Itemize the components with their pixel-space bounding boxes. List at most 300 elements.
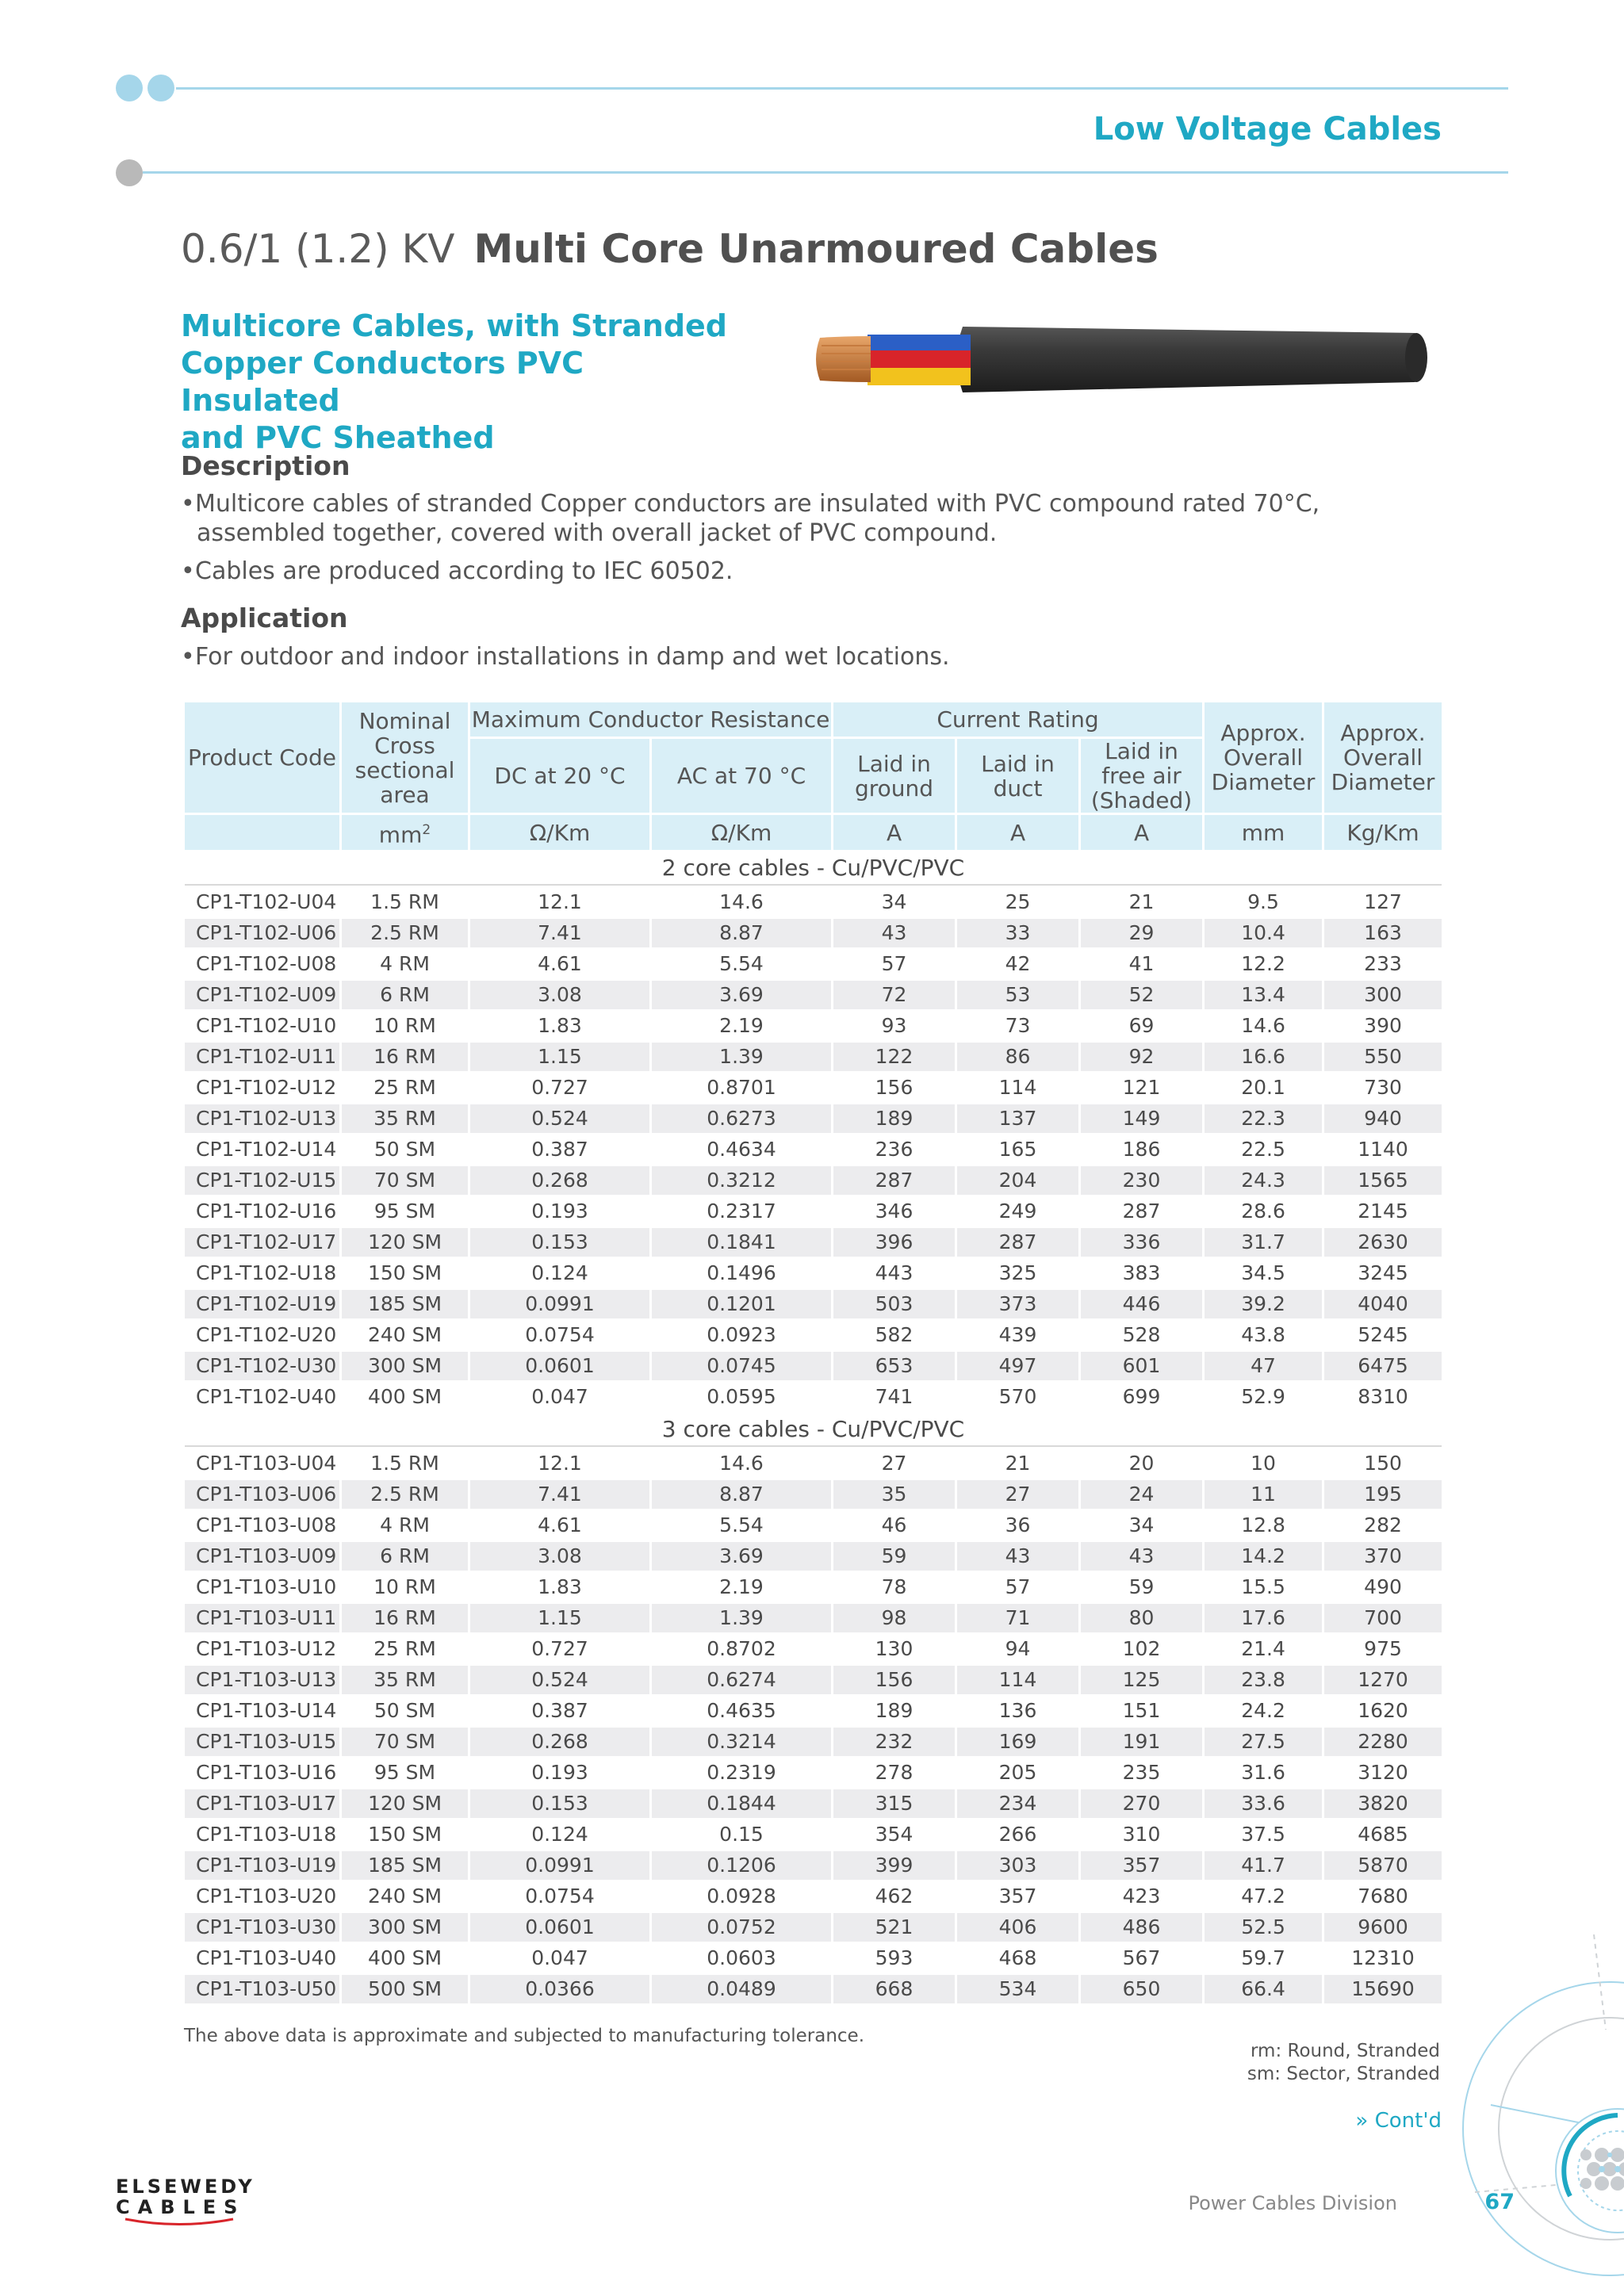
cell-laid-air: 80 — [1081, 1604, 1202, 1632]
legend-item: rm: Round, Stranded — [1250, 2041, 1440, 2061]
cell-dc-resistance: 1.15 — [470, 1604, 649, 1632]
cell-nominal-area: 25 RM — [373, 1637, 436, 1660]
cell-overall-diameter: 11 — [1205, 1480, 1322, 1509]
cell-laid-air: 121 — [1122, 1076, 1161, 1099]
cell-weight: 2280 — [1324, 1728, 1442, 1756]
cell-laid-air: 34 — [1128, 1513, 1155, 1536]
cell-laid-ground: 582 — [875, 1323, 914, 1346]
cell-ac-resistance: 0.2319 — [707, 1761, 776, 1784]
cell-dc-resistance: 0.727 — [531, 1637, 588, 1660]
cell-laid-air: 446 — [1081, 1290, 1202, 1318]
cell-laid-duct: 205 — [998, 1761, 1037, 1784]
cell-laid-duct: 303 — [957, 1851, 1078, 1880]
cell-nominal-area: 6 RM — [342, 1542, 468, 1571]
cell-laid-ground: 189 — [833, 1104, 955, 1133]
cell-laid-duct: 73 — [1005, 1014, 1031, 1037]
cell-overall-diameter: 52.5 — [1205, 1913, 1322, 1942]
cell-laid-ground: 653 — [833, 1352, 955, 1380]
cell-dc-resistance: 0.047 — [531, 1385, 588, 1408]
table-row — [185, 1449, 1442, 1478]
cell-overall-diameter: 24.3 — [1205, 1166, 1322, 1195]
table-row — [185, 1166, 1442, 1195]
cell-ac-resistance: 5.54 — [719, 1513, 764, 1536]
table-row — [185, 981, 1442, 1009]
cell-laid-air: 125 — [1081, 1666, 1202, 1694]
bullet-icon: • — [181, 557, 195, 585]
cell-ac-resistance: 2.19 — [719, 1014, 764, 1037]
cell-weight: 700 — [1324, 1604, 1442, 1632]
header-dot — [147, 75, 174, 101]
unit-ground: A — [833, 815, 955, 850]
cell-dc-resistance: 12.1 — [538, 890, 582, 913]
cell-dc-resistance: 0.0366 — [470, 1975, 649, 2003]
cell-laid-ground: 98 — [833, 1604, 955, 1632]
cell-product-code: CP1-T102-U20 — [196, 1323, 337, 1346]
cell-nominal-area: 1.5 RM — [370, 890, 439, 913]
cell-overall-diameter: 22.3 — [1205, 1104, 1322, 1133]
logo-line-1: ELSEWEDY — [116, 2175, 255, 2198]
header-weight: Approx. Overall Diameter — [1324, 702, 1442, 813]
cell-laid-air: 230 — [1081, 1166, 1202, 1195]
cell-weight: 2630 — [1324, 1228, 1442, 1257]
cell-overall-diameter: 22.5 — [1241, 1138, 1285, 1161]
bullet-icon: • — [181, 490, 195, 518]
cell-weight: 550 — [1324, 1043, 1442, 1071]
bullet-text: Multicore cables of stranded Copper conductors are insulated with PVC compound rated 70°C, — [195, 490, 1320, 518]
cell-product-code: CP1-T103-U10 — [196, 1575, 337, 1598]
cell-nominal-area: 10 RM — [373, 1014, 436, 1037]
cell-product-code: CP1-T102-U17 — [185, 1228, 339, 1257]
cell-nominal-area: 240 SM — [367, 1885, 442, 1908]
table-row — [185, 1321, 1442, 1349]
cell-overall-diameter: 41.7 — [1205, 1851, 1322, 1880]
cell-weight: 4040 — [1324, 1290, 1442, 1318]
cell-nominal-area: 10 RM — [373, 1575, 436, 1598]
header-rule-bottom — [143, 171, 1508, 174]
cell-nominal-area: 400 SM — [367, 1385, 442, 1408]
table-row — [185, 1197, 1442, 1226]
unit-product-code — [185, 815, 339, 850]
cell-product-code: CP1-T102-U08 — [196, 952, 337, 975]
cell-dc-resistance: 0.193 — [531, 1200, 588, 1223]
cell-laid-air: 151 — [1122, 1699, 1161, 1722]
cell-product-code: CP1-T102-U09 — [185, 981, 339, 1009]
header-dot — [116, 75, 143, 101]
cell-weight: 1565 — [1324, 1166, 1442, 1195]
table-row — [185, 1635, 1442, 1663]
cell-laid-duct: 27 — [957, 1480, 1078, 1509]
cell-ac-resistance: 0.4634 — [707, 1138, 776, 1161]
cell-weight: 163 — [1324, 919, 1442, 947]
cell-weight: 233 — [1364, 952, 1402, 975]
cell-nominal-area: 120 SM — [342, 1789, 468, 1818]
cell-laid-ground: 189 — [875, 1699, 914, 1722]
table-row — [185, 1104, 1442, 1133]
cell-laid-air: 92 — [1081, 1043, 1202, 1071]
cell-dc-resistance: 0.0754 — [525, 1885, 595, 1908]
cell-laid-ground: 59 — [833, 1542, 955, 1571]
cell-dc-resistance: 4.61 — [538, 952, 582, 975]
table-row — [185, 1604, 1442, 1632]
cell-laid-duct: 439 — [998, 1323, 1037, 1346]
header-laid-duct: Laid in duct — [957, 739, 1078, 813]
continued-label: Cont'd — [1374, 2109, 1442, 2133]
table-row — [185, 1542, 1442, 1571]
cell-overall-diameter: 39.2 — [1205, 1290, 1322, 1318]
cell-ac-resistance: 0.8702 — [707, 1637, 776, 1660]
cell-weight: 8310 — [1358, 1385, 1408, 1408]
cell-overall-diameter: 52.9 — [1241, 1385, 1285, 1408]
cell-weight: 3820 — [1324, 1789, 1442, 1818]
cell-nominal-area: 4 RM — [380, 952, 430, 975]
header-grey-dot — [116, 159, 143, 186]
cell-laid-duct: 71 — [957, 1604, 1078, 1632]
cell-ac-resistance: 0.0745 — [652, 1352, 831, 1380]
product-subtitle — [181, 308, 736, 457]
description-bullet-continuation: assembled together, covered with overall jacket of PVC compound. — [197, 519, 998, 547]
table-row — [185, 1511, 1442, 1540]
cell-nominal-area: 4 RM — [380, 1513, 430, 1536]
cell-product-code: CP1-T103-U17 — [185, 1789, 339, 1818]
cell-weight: 300 — [1324, 981, 1442, 1009]
table-row — [185, 1975, 1442, 2003]
cell-dc-resistance: 0.0601 — [470, 1352, 649, 1380]
cell-product-code: CP1-T103-U12 — [196, 1637, 337, 1660]
abbreviation-legend — [1247, 2040, 1440, 2086]
cell-product-code: CP1-T102-U15 — [185, 1166, 339, 1195]
cell-laid-ground: 443 — [875, 1261, 914, 1284]
cell-weight: 282 — [1364, 1513, 1402, 1536]
cell-laid-ground: 236 — [875, 1138, 914, 1161]
cell-laid-air: 270 — [1081, 1789, 1202, 1818]
cell-dc-resistance: 0.387 — [531, 1138, 588, 1161]
cell-weight: 4685 — [1358, 1823, 1408, 1846]
logo-swoosh-icon — [124, 2217, 235, 2228]
cell-laid-duct: 373 — [957, 1290, 1078, 1318]
cell-laid-air: 336 — [1081, 1228, 1202, 1257]
bullet-text: For outdoor and indoor installations in damp and wet locations. — [195, 643, 950, 671]
unit-air: A — [1081, 815, 1202, 850]
cell-laid-ground: 232 — [833, 1728, 955, 1756]
cell-nominal-area: 16 RM — [342, 1043, 468, 1071]
header-laid-ground: Laid in ground — [833, 739, 955, 813]
product-name: Multi Core Unarmoured Cables — [473, 226, 1159, 272]
cell-laid-air: 528 — [1122, 1323, 1161, 1346]
application-heading: Application — [181, 603, 348, 633]
cell-overall-diameter: 66.4 — [1205, 1975, 1322, 2003]
cell-ac-resistance: 0.8701 — [707, 1076, 776, 1099]
cell-ac-resistance: 0.3214 — [652, 1728, 831, 1756]
unit-ac: Ω/Km — [652, 815, 831, 850]
company-logo — [116, 2175, 255, 2231]
cell-overall-diameter: 24.2 — [1241, 1699, 1285, 1722]
cell-laid-ground: 156 — [875, 1076, 914, 1099]
cell-ac-resistance: 2.19 — [719, 1575, 764, 1598]
cell-weight: 2145 — [1358, 1200, 1408, 1223]
cell-overall-diameter: 59.7 — [1241, 1946, 1285, 1969]
cell-laid-duct: 136 — [998, 1699, 1037, 1722]
cell-weight: 730 — [1364, 1076, 1402, 1099]
cell-laid-duct: 42 — [1005, 952, 1031, 975]
description-bullet — [181, 489, 1320, 519]
cell-ac-resistance: 5.54 — [719, 952, 764, 975]
header-rule-top — [176, 87, 1508, 90]
table-row — [185, 1135, 1442, 1164]
cell-nominal-area: 95 SM — [373, 1761, 436, 1784]
table-row — [185, 1666, 1442, 1694]
cell-laid-air: 423 — [1122, 1885, 1161, 1908]
cell-ac-resistance: 0.0595 — [707, 1385, 776, 1408]
cell-product-code: CP1-T103-U16 — [196, 1761, 337, 1784]
cell-laid-air: 20 — [1128, 1452, 1155, 1475]
cell-overall-diameter: 15.5 — [1241, 1575, 1285, 1598]
cell-dc-resistance: 0.0991 — [470, 1851, 649, 1880]
cell-product-code: CP1-T102-U19 — [185, 1290, 339, 1318]
cell-nominal-area: 35 RM — [342, 1104, 468, 1133]
table-row — [185, 1820, 1442, 1849]
cell-laid-ground: 396 — [833, 1228, 955, 1257]
cell-laid-air: 69 — [1128, 1014, 1155, 1037]
logo-line-2: CABLES — [116, 2196, 246, 2218]
cell-weight: 150 — [1364, 1452, 1402, 1475]
cell-nominal-area: 16 RM — [342, 1604, 468, 1632]
cell-overall-diameter: 20.1 — [1241, 1076, 1285, 1099]
cell-dc-resistance: 3.08 — [470, 1542, 649, 1571]
cell-ac-resistance: 0.0489 — [652, 1975, 831, 2003]
cell-weight: 490 — [1364, 1575, 1402, 1598]
cell-nominal-area: 50 SM — [373, 1699, 436, 1722]
cell-laid-ground: 278 — [875, 1761, 914, 1784]
cell-nominal-area: 25 RM — [373, 1076, 436, 1099]
voltage-rating: 0.6/1 (1.2) KV — [181, 226, 455, 272]
cell-weight: 3120 — [1358, 1761, 1408, 1784]
header-current-rating: Current Rating — [833, 702, 1202, 737]
cell-overall-diameter: 31.7 — [1205, 1228, 1322, 1257]
cell-product-code: CP1-T103-U08 — [196, 1513, 337, 1536]
cell-laid-air: 650 — [1081, 1975, 1202, 2003]
cell-laid-duct: 287 — [957, 1228, 1078, 1257]
cell-weight: 1140 — [1358, 1138, 1408, 1161]
cell-dc-resistance: 1.83 — [538, 1575, 582, 1598]
unit-area: $mm^2$ — [342, 815, 468, 850]
table-row — [185, 1228, 1442, 1257]
table-row — [185, 1043, 1442, 1071]
cell-laid-ground: 668 — [833, 1975, 955, 2003]
cell-laid-air: 41 — [1128, 952, 1155, 975]
cell-laid-ground: 34 — [881, 890, 907, 913]
unit-weight: Kg/Km — [1324, 815, 1442, 850]
cell-ac-resistance: 14.6 — [719, 1452, 764, 1475]
cell-weight: 940 — [1324, 1104, 1442, 1133]
cell-nominal-area: 185 SM — [342, 1290, 468, 1318]
cell-laid-duct: 169 — [957, 1728, 1078, 1756]
cell-laid-ground: 46 — [881, 1513, 907, 1536]
cell-ac-resistance: 1.39 — [652, 1043, 831, 1071]
cell-ac-resistance: 0.0923 — [707, 1323, 776, 1346]
cell-dc-resistance: 0.387 — [531, 1699, 588, 1722]
cell-nominal-area: 70 SM — [342, 1166, 468, 1195]
cell-dc-resistance: 0.268 — [470, 1166, 649, 1195]
cell-laid-air: 29 — [1081, 919, 1202, 947]
cell-laid-air: 191 — [1081, 1728, 1202, 1756]
cell-laid-ground: 72 — [833, 981, 955, 1009]
cable-cross-section-decoration — [1443, 1934, 1624, 2296]
cell-dc-resistance: 4.61 — [538, 1513, 582, 1536]
cell-laid-air: 357 — [1081, 1851, 1202, 1880]
cell-weight: 390 — [1364, 1014, 1402, 1037]
cell-laid-ground: 93 — [881, 1014, 907, 1037]
cell-weight: 5870 — [1324, 1851, 1442, 1880]
table-row — [185, 1259, 1442, 1288]
cell-ac-resistance: 0.0603 — [707, 1946, 776, 1969]
cell-laid-ground: 287 — [833, 1166, 955, 1195]
table-row — [185, 1573, 1442, 1601]
section-title: Low Voltage Cables — [1093, 111, 1442, 147]
cell-laid-ground: 354 — [875, 1823, 914, 1846]
header-product-code: Product Code — [185, 702, 339, 813]
cell-nominal-area: 70 SM — [342, 1728, 468, 1756]
cable-image — [812, 309, 1431, 412]
cell-laid-duct: 325 — [998, 1261, 1037, 1284]
subtitle-line: Copper Conductors PVC Insulated — [181, 346, 584, 418]
cell-dc-resistance: 12.1 — [538, 1452, 582, 1475]
cell-dc-resistance: 0.124 — [531, 1823, 588, 1846]
cell-overall-diameter: 17.6 — [1205, 1604, 1322, 1632]
cell-product-code: CP1-T102-U11 — [185, 1043, 339, 1071]
cell-laid-air: 21 — [1128, 890, 1155, 913]
continued-link[interactable] — [1355, 2109, 1442, 2133]
cell-product-code: CP1-T103-U13 — [185, 1666, 339, 1694]
cell-laid-duct: 114 — [998, 1076, 1037, 1099]
cell-weight: 195 — [1324, 1480, 1442, 1509]
cell-ac-resistance: 0.1844 — [652, 1789, 831, 1818]
table-row — [185, 1882, 1442, 1911]
cell-dc-resistance: 0.727 — [531, 1076, 588, 1099]
cell-laid-air: 287 — [1122, 1200, 1161, 1223]
footnote: The above data is approximate and subjected to manufacturing tolerance. — [184, 2026, 865, 2046]
cell-laid-ground: 57 — [881, 952, 907, 975]
cell-laid-ground: 593 — [875, 1946, 914, 1969]
table-row — [185, 1728, 1442, 1756]
cell-product-code: CP1-T103-U19 — [185, 1851, 339, 1880]
cell-laid-duct: 534 — [957, 1975, 1078, 2003]
cell-product-code: CP1-T102-U04 — [196, 890, 337, 913]
cell-nominal-area: 6 RM — [342, 981, 468, 1009]
cell-weight: 975 — [1364, 1637, 1402, 1660]
cell-weight: 5245 — [1358, 1323, 1408, 1346]
cell-overall-diameter: 28.6 — [1241, 1200, 1285, 1223]
cell-weight: 370 — [1324, 1542, 1442, 1571]
cell-overall-diameter: 33.6 — [1205, 1789, 1322, 1818]
cell-nominal-area: 150 SM — [367, 1823, 442, 1846]
description-bullet — [181, 557, 733, 586]
cell-dc-resistance: 0.0601 — [470, 1913, 649, 1942]
cell-laid-air: 43 — [1081, 1542, 1202, 1571]
cell-laid-air: 699 — [1122, 1385, 1161, 1408]
description-heading: Description — [181, 450, 350, 481]
cell-dc-resistance: 0.124 — [531, 1261, 588, 1284]
table-row — [185, 1851, 1442, 1880]
cell-overall-diameter: 12.2 — [1241, 952, 1285, 975]
cell-laid-duct: 468 — [998, 1946, 1037, 1969]
subtitle-line: and PVC Sheathed — [181, 420, 495, 455]
cell-product-code: CP1-T102-U40 — [196, 1385, 337, 1408]
cell-product-code: CP1-T102-U13 — [185, 1104, 339, 1133]
cell-dc-resistance: 1.15 — [470, 1043, 649, 1071]
cell-laid-ground: 315 — [833, 1789, 955, 1818]
page-title — [181, 226, 1159, 272]
unit-dc: Ω/Km — [470, 815, 649, 850]
cell-overall-diameter: 43.8 — [1241, 1323, 1285, 1346]
cell-nominal-area: 300 SM — [342, 1913, 468, 1942]
cell-product-code: CP1-T102-U10 — [196, 1014, 337, 1037]
table-body — [185, 852, 1442, 2003]
cell-nominal-area: 1.5 RM — [370, 1452, 439, 1475]
cell-product-code: CP1-T103-U20 — [196, 1885, 337, 1908]
table-row — [185, 1383, 1442, 1411]
unit-diameter: mm — [1205, 815, 1322, 850]
cell-nominal-area: 95 SM — [373, 1200, 436, 1223]
cell-dc-resistance: 0.524 — [470, 1104, 649, 1133]
cell-nominal-area: 35 RM — [342, 1666, 468, 1694]
cell-laid-ground: 35 — [833, 1480, 955, 1509]
cell-laid-duct: 114 — [957, 1666, 1078, 1694]
cell-laid-duct: 57 — [1005, 1575, 1031, 1598]
table-row — [185, 919, 1442, 947]
cell-dc-resistance: 3.08 — [470, 981, 649, 1009]
cell-weight: 1620 — [1358, 1699, 1408, 1722]
legend-item: sm: Sector, Stranded — [1247, 2064, 1440, 2084]
table-row — [185, 1758, 1442, 1787]
cell-laid-ground: 130 — [875, 1637, 914, 1660]
table-row — [185, 888, 1442, 916]
group-header-row — [185, 1414, 1442, 1447]
cell-laid-air: 310 — [1122, 1823, 1161, 1846]
cell-overall-diameter: 21.4 — [1241, 1637, 1285, 1660]
cell-laid-air: 383 — [1122, 1261, 1161, 1284]
cell-laid-ground: 399 — [833, 1851, 955, 1880]
cell-dc-resistance: 0.268 — [470, 1728, 649, 1756]
table-row — [185, 1073, 1442, 1102]
table-row — [185, 1352, 1442, 1380]
cell-dc-resistance: 1.83 — [538, 1014, 582, 1037]
cell-ac-resistance: 3.69 — [652, 981, 831, 1009]
cell-overall-diameter: 10 — [1251, 1452, 1276, 1475]
cell-product-code: CP1-T103-U06 — [185, 1480, 339, 1509]
cell-overall-diameter: 31.6 — [1241, 1761, 1285, 1784]
cell-laid-duct: 204 — [957, 1166, 1078, 1195]
header-laid-air: Laid in free air (Shaded) — [1081, 739, 1202, 813]
cell-laid-duct: 33 — [957, 919, 1078, 947]
cell-dc-resistance: 0.153 — [470, 1228, 649, 1257]
double-chevron-icon: » — [1355, 2109, 1369, 2133]
cell-laid-duct: 249 — [998, 1200, 1037, 1223]
cell-ac-resistance: 0.6274 — [652, 1666, 831, 1694]
cell-product-code: CP1-T103-U50 — [185, 1975, 339, 2003]
header-dc-resistance: DC at 20 °C — [470, 739, 649, 813]
header-nominal-area: Nominal Cross sectional area — [342, 702, 468, 813]
cell-ac-resistance: 8.87 — [652, 919, 831, 947]
cell-product-code: CP1-T102-U12 — [196, 1076, 337, 1099]
cell-laid-duct: 36 — [1005, 1513, 1031, 1536]
table-row — [185, 1290, 1442, 1318]
cell-product-code: CP1-T103-U11 — [185, 1604, 339, 1632]
table-row — [185, 1697, 1442, 1725]
group-title: 3 core cables - Cu/PVC/PVC — [185, 1414, 1442, 1447]
table-row — [185, 1944, 1442, 1973]
cell-product-code: CP1-T103-U14 — [196, 1699, 337, 1722]
application-bullet — [181, 642, 950, 672]
